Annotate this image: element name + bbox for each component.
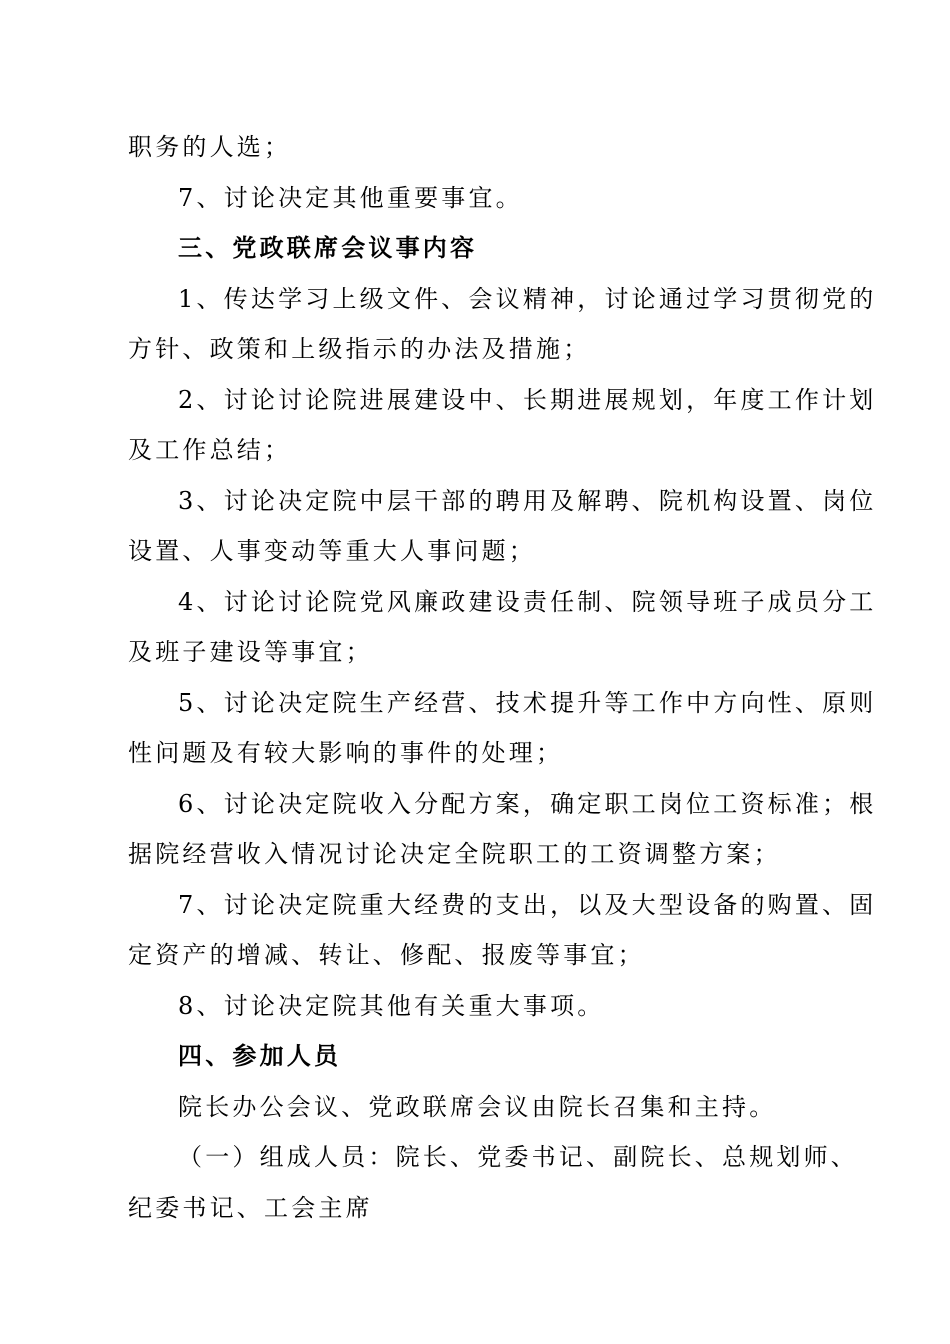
list-item: 2、讨论讨论院进展建设中、长期进展规划，年度工作计划 <box>178 385 877 414</box>
list-item: 8、讨论决定院其他有关重大事项。 <box>178 991 605 1020</box>
list-item: 7、讨论决定院重大经费的支出，以及大型设备的购置、固 <box>178 890 877 919</box>
text-line: 方针、政策和上级指示的办法及措施； <box>128 335 591 363</box>
text-line: 职务的人选； <box>128 133 292 161</box>
text-line: 性问题及有较大影响的事件的处理； <box>128 739 564 767</box>
text-line: 及班子建设等事宜； <box>128 638 373 666</box>
list-item: 6、讨论决定院收入分配方案，确定职工岗位工资标准；根 <box>178 789 877 818</box>
paragraph: 院长办公会议、党政联席会议由院长召集和主持。 <box>178 1092 777 1121</box>
text-line: 定资产的增减、转让、修配、报废等事宜； <box>128 941 645 969</box>
text-line: 纪委书记、工会主席 <box>128 1193 373 1222</box>
list-item: 7、讨论决定其他重要事宜。 <box>178 183 523 212</box>
section-heading: 三、党政联席会议事内容 <box>178 234 478 262</box>
text-line: 设置、人事变动等重大人事问题； <box>128 537 536 565</box>
document-body <box>128 122 877 1233</box>
list-item: 1、传达学习上级文件、会议精神，讨论通过学习贯彻党的 <box>178 284 877 313</box>
list-item: 3、讨论决定院中层干部的聘用及解聘、院机构设置、岗位 <box>178 486 877 515</box>
list-item: （一）组成人员：院长、党委书记、副院长、总规划师、 <box>178 1143 858 1171</box>
section-heading: 四、参加人员 <box>178 1042 342 1070</box>
text-line: 据院经营收入情况讨论决定全院职工的工资调整方案； <box>128 840 781 868</box>
list-item: 4、讨论讨论院党风廉政建设责任制、院领导班子成员分工 <box>178 587 877 616</box>
text-line: 及工作总结； <box>128 436 292 464</box>
list-item: 5、讨论决定院生产经营、技术提升等工作中方向性、原则 <box>178 688 877 717</box>
